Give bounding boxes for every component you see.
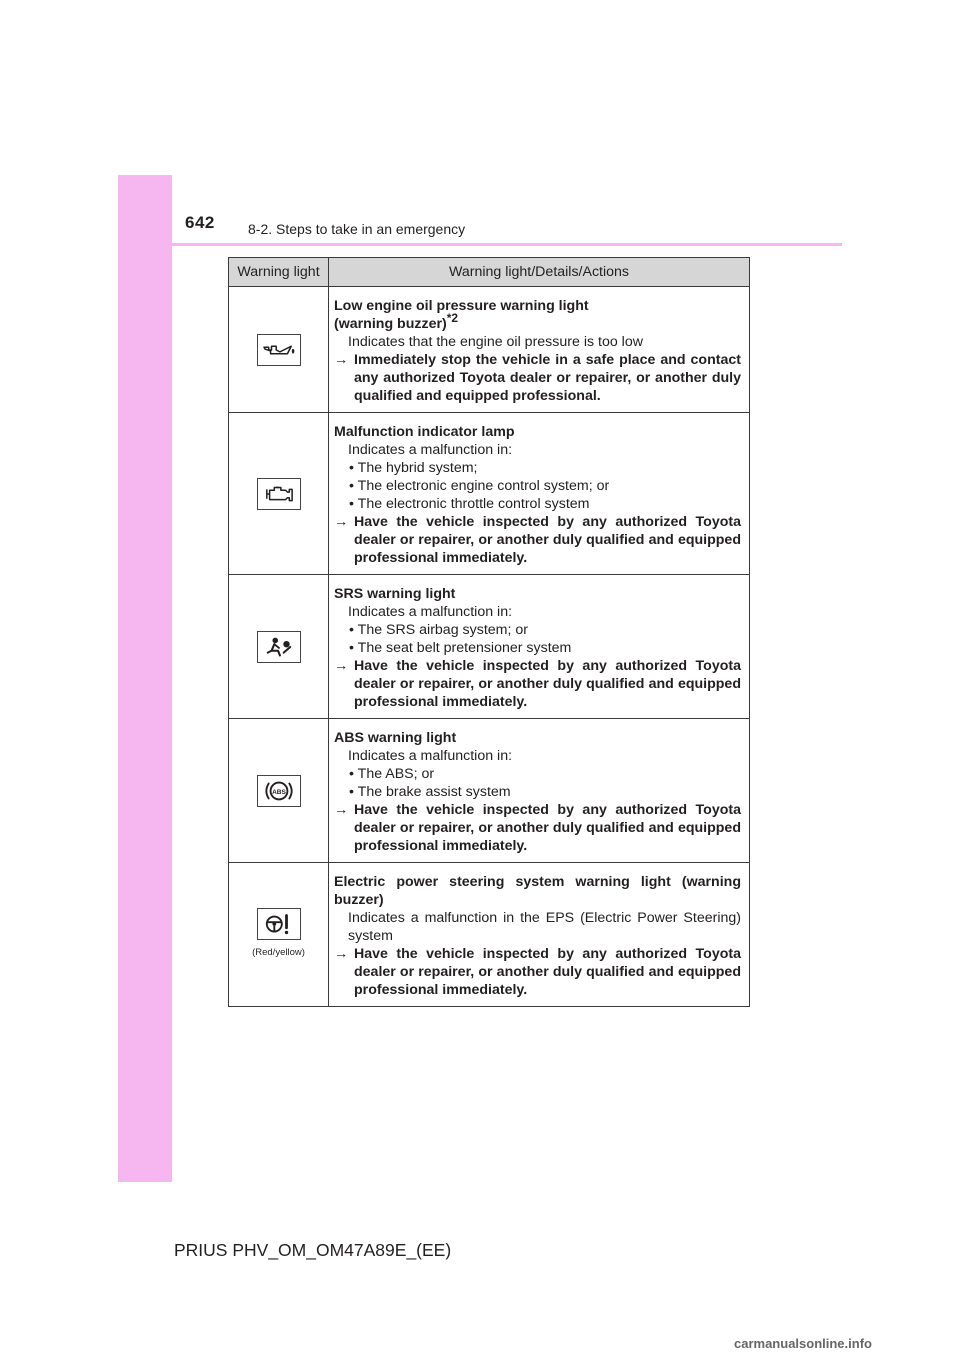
- warning-title: ABS warning light: [334, 730, 457, 746]
- table-row: [229, 863, 750, 1007]
- document-footer: PRIUS PHV_OM_OM47A89E_(EE): [174, 1240, 452, 1260]
- list-item: • The electronic engine control system; or: [349, 478, 610, 494]
- description-cell: [329, 863, 750, 1007]
- list-item: • The seat belt pretensioner system: [349, 640, 572, 656]
- list-item: • The brake assist system: [349, 784, 511, 800]
- warning-title: Low engine oil pressure warning light: [334, 298, 589, 314]
- warning-action: → Immediately stop the vehicle in a safe place and contact any authorized Toyota dealer or repairer, or another duly qualified and equipped professional.: [334, 352, 741, 404]
- check-engine-icon: [257, 478, 301, 510]
- table-row: [229, 575, 750, 719]
- icon-color-note: (Red/yellow): [252, 946, 305, 958]
- description-cell: [329, 575, 750, 719]
- arrow-icon: →: [334, 352, 349, 368]
- warning-title: Electric power steering system warning light (warning buzzer): [334, 874, 741, 908]
- warning-detail: Indicates that the engine oil pressure is too low: [348, 334, 643, 350]
- warning-action: → Have the vehicle inspected by any authorized Toyota dealer or repairer, or another duly qualified and equipped professional immediately.: [334, 802, 741, 854]
- warning-title: SRS warning light: [334, 586, 456, 602]
- list-item: • The hybrid system;: [349, 460, 478, 476]
- arrow-icon: →: [334, 946, 349, 962]
- warning-detail: Indicates a malfunction in:: [348, 604, 513, 620]
- description-cell: [329, 413, 750, 575]
- warning-action: → Have the vehicle inspected by any authorized Toyota dealer or repairer, or another duly qualified and equipped professional immediately.: [334, 946, 741, 998]
- table-header-row: [229, 258, 750, 287]
- warning-light-table: [228, 257, 750, 1007]
- col-header-details: Warning light/Details/Actions: [329, 258, 750, 287]
- arrow-icon: →: [334, 514, 349, 530]
- description-cell: [329, 287, 750, 413]
- warning-detail: Indicates a malfunction in:: [348, 748, 513, 764]
- col-header-warning-light: Warning light: [229, 258, 329, 287]
- warning-action: → Have the vehicle inspected by any authorized Toyota dealer or repairer, or another duly qualified and equipped professional immediately.: [334, 658, 741, 710]
- footnote-mark: *2: [446, 311, 459, 325]
- list-item: • The electronic throttle control system: [349, 496, 590, 512]
- table-row: [229, 719, 750, 863]
- abs-icon-label: ABS: [271, 788, 286, 796]
- srs-airbag-icon: [257, 631, 301, 663]
- warning-title: Malfunction indicator lamp: [334, 424, 515, 440]
- table-row: [229, 287, 750, 413]
- warning-title-line2: (warning buzzer)$^{*2}$: [334, 311, 459, 332]
- header-divider: [172, 243, 842, 246]
- icon-cell: [229, 287, 329, 413]
- list-item: • The ABS; or: [349, 766, 435, 782]
- arrow-icon: →: [334, 658, 349, 674]
- abs-icon: [257, 775, 301, 807]
- warning-detail: Indicates a malfunction in the EPS (Electric Power Steering) system: [348, 910, 741, 944]
- icon-cell: [229, 413, 329, 575]
- table-row: [229, 413, 750, 575]
- warning-detail: Indicates a malfunction in:: [348, 442, 513, 458]
- list-item: • The SRS airbag system; or: [349, 622, 528, 638]
- description-cell: [329, 719, 750, 863]
- icon-cell: [229, 719, 329, 863]
- icon-cell: [229, 575, 329, 719]
- page-number: 642: [185, 213, 215, 232]
- section-title: 8-2. Steps to take in an emergency: [248, 221, 466, 237]
- watermark: carmanualsonline.info: [734, 1336, 872, 1351]
- warning-action: → Have the vehicle inspected by any authorized Toyota dealer or repairer, or another duly qualified and equipped professional immediately.: [334, 514, 741, 566]
- icon-cell: [229, 863, 329, 1007]
- power-steering-icon: [257, 908, 301, 940]
- chapter-side-tab: [118, 175, 172, 1182]
- arrow-icon: →: [334, 802, 349, 818]
- oil-pressure-icon: [257, 334, 301, 366]
